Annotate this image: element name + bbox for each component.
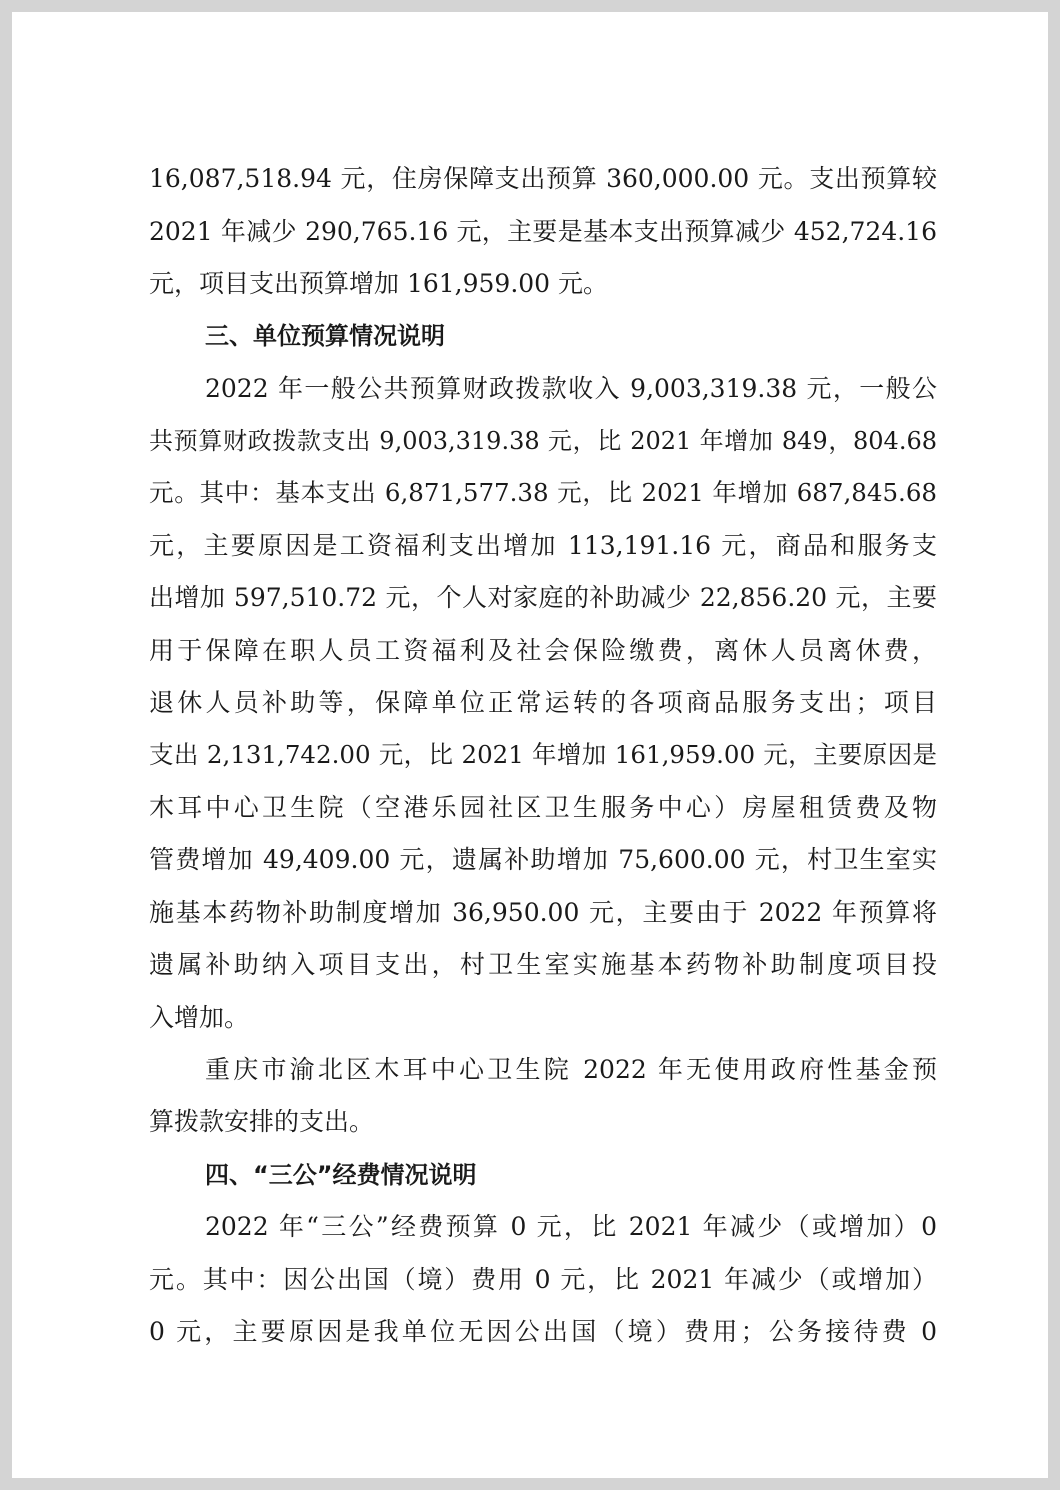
body-text-line: 16,087,518.94 元，住房保障支出预算 360,000.00 元。支出预算较 <box>149 164 937 193</box>
body-text-line: 元，项目支出预算增加 161,959.00 元。 <box>149 269 609 298</box>
body-text-line: 重庆市渝北区木耳中心卫生院 2022 年无使用政府性基金预 <box>205 1055 937 1084</box>
body-text-line: 出增加 597,510.72 元，个人对家庭的补助减少 22,856.20 元，主要 <box>149 583 937 612</box>
body-text-line: 入增加。 <box>149 1003 250 1032</box>
section-heading: 四、“三公”经费情况说明 <box>205 1161 477 1189</box>
body-text-line: 共预算财政拨款支出 9,003,319.38 元，比 2021 年增加 849，804.68 <box>149 427 937 455</box>
body-text-line: 0 元，主要原因是我单位无因公出国（境）费用；公务接待费 0 <box>149 1317 937 1346</box>
body-text-line: 木耳中心卫生院（空港乐园社区卫生服务中心）房屋租赁费及物 <box>149 793 937 822</box>
body-text-line: 管费增加 49,409.00 元，遗属补助增加 75,600.00 元，村卫生室实 <box>149 845 937 874</box>
body-text-line: 2021 年减少 290,765.16 元，主要是基本支出预算减少 452,724.16 <box>149 217 937 246</box>
body-text-line: 支出 2,131,742.00 元，比 2021 年增加 161,959.00 元，主要原因是 <box>149 740 937 769</box>
document-page <box>12 12 1048 1478</box>
body-text-line: 元。其中：因公出国（境）费用 0 元，比 2021 年减少（或增加） <box>149 1265 937 1294</box>
section-heading: 三、单位预算情况说明 <box>205 322 445 350</box>
body-text-line: 施基本药物补助制度增加 36,950.00 元，主要由于 2022 年预算将 <box>149 898 937 927</box>
body-text-line: 元。其中：基本支出 6,871,577.38 元，比 2021 年增加 687,845.68 <box>149 478 937 507</box>
body-text-line: 2022 年“三公”经费预算 0 元，比 2021 年减少（或增加）0 <box>205 1212 937 1241</box>
body-text-line: 2022 年一般公共预算财政拨款收入 9,003,319.38 元，一般公 <box>205 374 937 403</box>
body-text-line: 元，主要原因是工资福利支出增加 113,191.16 元，商品和服务支 <box>149 531 937 560</box>
body-text-line: 用于保障在职人员工资福利及社会保险缴费，离休人员离休费， <box>149 636 937 665</box>
body-text-line: 退休人员补助等，保障单位正常运转的各项商品服务支出；项目 <box>149 688 937 717</box>
body-text-line: 遗属补助纳入项目支出，村卫生室实施基本药物补助制度项目投 <box>149 950 937 979</box>
body-text-line: 算拨款安排的支出。 <box>149 1107 375 1136</box>
